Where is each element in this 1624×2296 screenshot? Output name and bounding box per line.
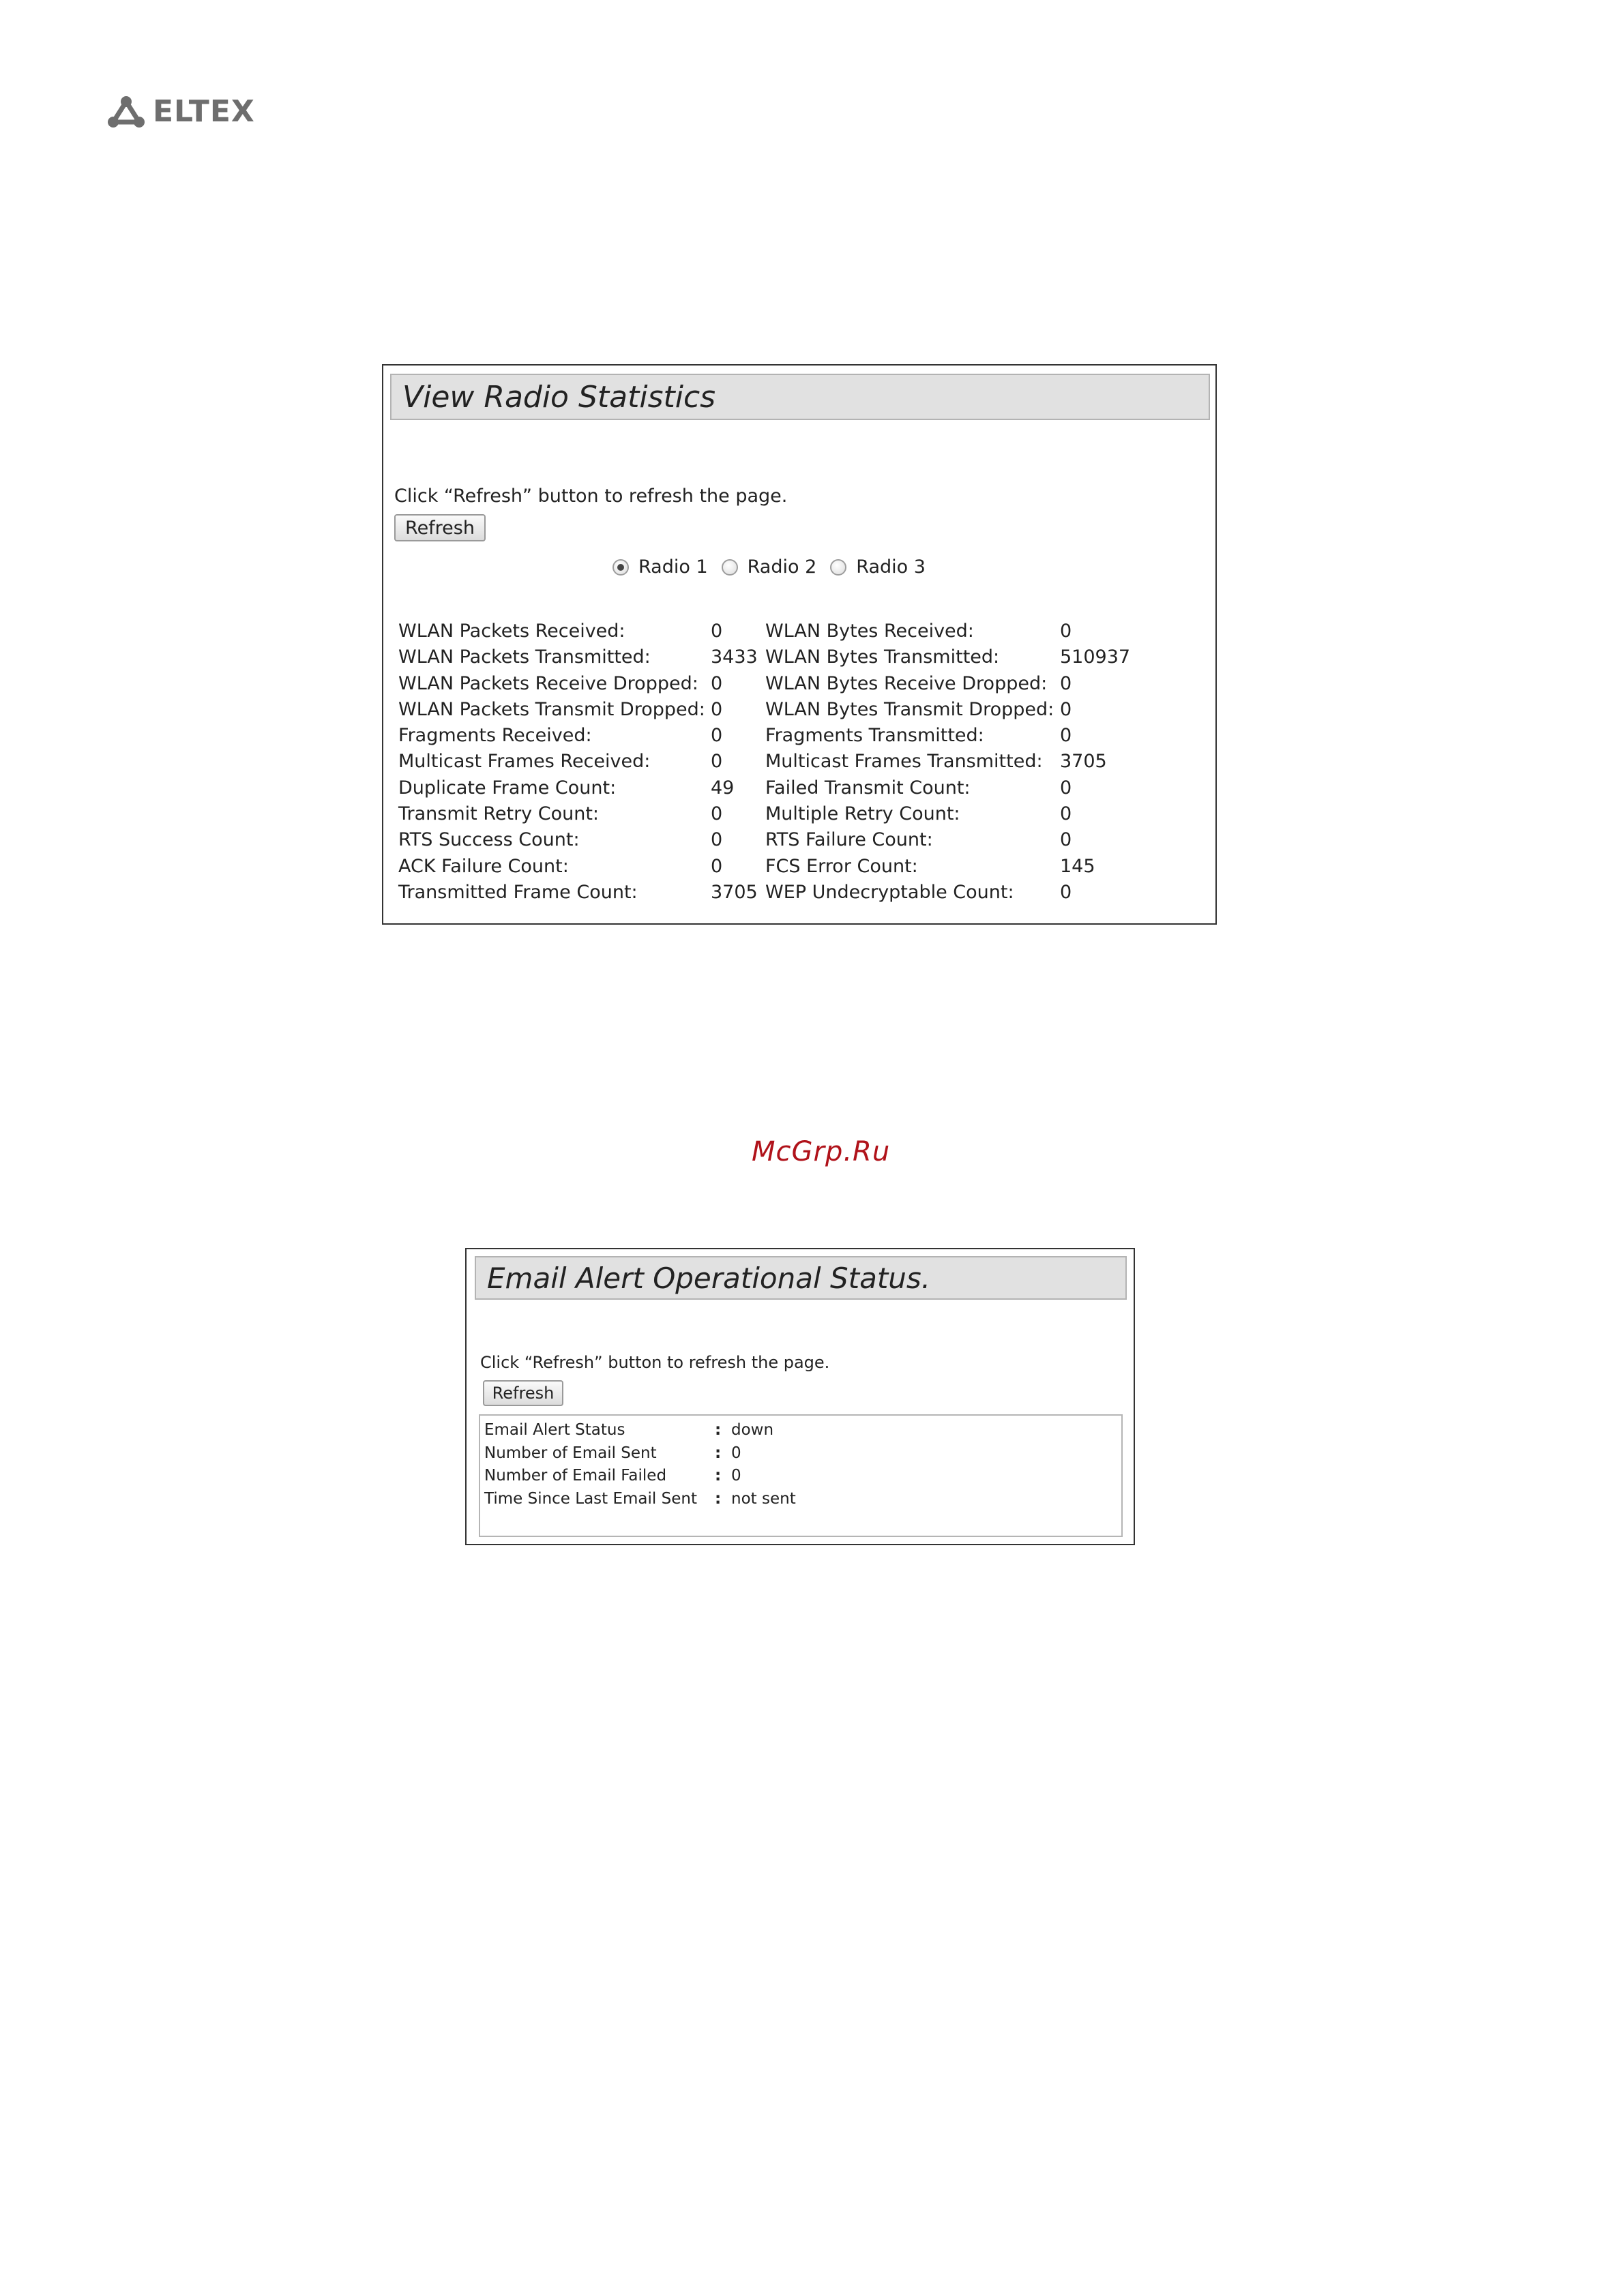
status-value: 0 (731, 1467, 741, 1485)
stat-label: WLAN Bytes Transmit Dropped: (765, 698, 1054, 720)
refresh-hint: Click “Refresh” button to refresh the page. (394, 486, 788, 507)
stat-value: 3705 (1060, 751, 1107, 773)
stat-label: Transmitted Frame Count: (398, 881, 638, 903)
stat-label: WLAN Packets Received: (398, 621, 625, 642)
radio-button-icon[interactable] (722, 559, 738, 576)
radio-option-3[interactable] (830, 556, 926, 578)
eltex-logo-icon (106, 95, 146, 129)
stat-label: Duplicate Frame Count: (398, 777, 617, 799)
email-alert-status-panel (465, 1248, 1135, 1545)
status-label: Number of Email Sent (484, 1444, 657, 1462)
stat-label: Multicast Frames Transmitted: (765, 751, 1043, 773)
stat-label: WLAN Bytes Transmitted: (765, 646, 1000, 668)
stat-value: 0 (711, 698, 723, 720)
stat-label: WLAN Packets Transmitted: (398, 646, 651, 668)
stat-value: 0 (711, 803, 723, 825)
stat-value: 0 (1060, 803, 1072, 825)
radio-selector (612, 556, 939, 578)
stat-value: 145 (1060, 855, 1095, 877)
panel-title: View Radio Statistics (390, 374, 1210, 420)
stat-label: Multiple Retry Count: (765, 803, 960, 825)
status-value: 0 (731, 1444, 741, 1462)
stat-value: 0 (711, 829, 723, 851)
radio-label: Radio 3 (856, 556, 926, 578)
stat-value: 0 (711, 621, 723, 642)
stat-label: Fragments Received: (398, 725, 592, 747)
stat-value: 0 (711, 751, 723, 773)
stat-label: WEP Undecryptable Count: (765, 881, 1014, 903)
stat-value: 0 (1060, 672, 1072, 694)
status-label: Email Alert Status (484, 1421, 625, 1439)
stat-value: 510937 (1060, 646, 1131, 668)
refresh-button[interactable]: Refresh (394, 514, 486, 541)
radio-option-1[interactable] (612, 556, 708, 578)
stat-value: 49 (711, 777, 735, 799)
stat-value: 0 (711, 855, 723, 877)
stat-label: RTS Failure Count: (765, 829, 933, 851)
refresh-button[interactable]: Refresh (483, 1380, 563, 1406)
stat-label: WLAN Packets Receive Dropped: (398, 672, 698, 694)
brand-logo (106, 94, 255, 129)
stat-value: 0 (1060, 829, 1072, 851)
refresh-hint: Click “Refresh” button to refresh the page. (480, 1353, 830, 1372)
status-label: Time Since Last Email Sent (484, 1489, 697, 1508)
radio-button-icon[interactable] (830, 559, 846, 576)
stat-label: WLAN Bytes Received: (765, 621, 974, 642)
stat-label: FCS Error Count: (765, 855, 918, 877)
status-value: down (731, 1421, 774, 1439)
stat-value: 0 (1060, 881, 1072, 903)
stat-label: WLAN Packets Transmit Dropped: (398, 698, 705, 720)
stat-value: 0 (711, 725, 723, 747)
radio-option-2[interactable] (722, 556, 817, 578)
stat-label: Transmit Retry Count: (398, 803, 600, 825)
separator: : (715, 1444, 722, 1462)
status-value: not sent (731, 1489, 796, 1508)
stat-value: 0 (711, 672, 723, 694)
stat-value: 0 (1060, 621, 1072, 642)
stat-label: WLAN Bytes Receive Dropped: (765, 672, 1048, 694)
stat-label: RTS Success Count: (398, 829, 580, 851)
watermark-text: McGrp.Ru (752, 1136, 891, 1167)
status-label: Number of Email Failed (484, 1467, 667, 1485)
stat-value: 0 (1060, 698, 1072, 720)
separator: : (715, 1421, 722, 1439)
stat-label: ACK Failure Count: (398, 855, 569, 877)
stat-value: 0 (1060, 725, 1072, 747)
radio-label: Radio 1 (638, 556, 708, 578)
panel-title: Email Alert Operational Status. (475, 1256, 1127, 1300)
radio-label: Radio 2 (747, 556, 817, 578)
separator: : (715, 1467, 722, 1485)
stat-value: 3705 (711, 881, 758, 903)
separator: : (715, 1489, 722, 1508)
stat-value: 3433 (711, 646, 758, 668)
stat-label: Failed Transmit Count: (765, 777, 971, 799)
stat-label: Fragments Transmitted: (765, 725, 984, 747)
stat-label: Multicast Frames Received: (398, 751, 651, 773)
radio-statistics-panel (382, 364, 1217, 925)
email-status-table (479, 1414, 1123, 1537)
brand-name: ELTEX (153, 94, 255, 129)
stat-value: 0 (1060, 777, 1072, 799)
radio-button-icon[interactable] (612, 559, 629, 576)
